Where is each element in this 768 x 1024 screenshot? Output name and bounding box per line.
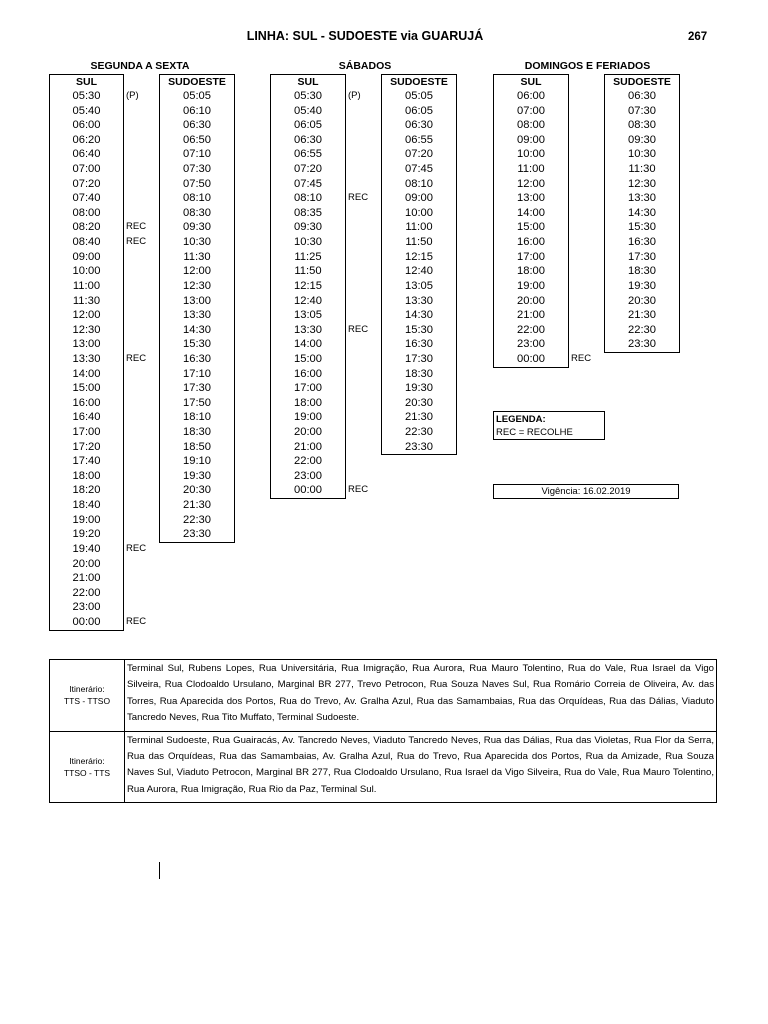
sunday-sudoeste-header: SUDOESTE: [604, 74, 680, 89]
time-cell: 20:30: [183, 484, 211, 497]
legend-rec: REC = RECOLHE: [496, 427, 573, 438]
weekday-sul-header: SUL: [49, 74, 124, 89]
time-cell: 20:30: [405, 396, 433, 409]
time-cell: 10:30: [183, 236, 211, 249]
trip-marker: [571, 177, 591, 192]
time-cell: 09:00: [517, 133, 545, 146]
trip-marker: [126, 571, 146, 586]
weekday-heading: SEGUNDA A SEXTA: [90, 60, 190, 72]
time-cell: 11:50: [405, 236, 433, 249]
time-cell: 19:40: [72, 542, 101, 555]
trip-marker: [571, 323, 591, 338]
time-cell: 14:30: [183, 323, 211, 336]
time-cell: 16:30: [183, 352, 211, 365]
time-cell: 20:00: [72, 557, 101, 570]
time-cell: 16:30: [628, 236, 656, 249]
time-cell: 13:30: [183, 309, 211, 322]
trip-marker: [126, 425, 146, 440]
trip-marker: [571, 279, 591, 294]
time-cell: 11:30: [72, 294, 101, 307]
trip-marker: [571, 220, 591, 235]
time-cell: 23:00: [72, 601, 101, 614]
time-cell: 06:10: [183, 104, 211, 117]
trip-marker: [126, 498, 146, 513]
trip-marker: [348, 367, 368, 382]
page-title: LINHA: SUL - SUDOESTE via GUARUJÁ: [246, 29, 484, 43]
time-cell: 15:00: [72, 382, 101, 395]
time-cell: 18:00: [72, 469, 101, 482]
time-cell: 06:30: [183, 119, 211, 132]
time-cell: 05:30: [294, 90, 322, 102]
itinerary-route: TTS - TTSO: [63, 696, 111, 707]
time-cell: 08:10: [294, 192, 322, 205]
trip-marker: [126, 557, 146, 572]
trip-marker: [126, 440, 146, 455]
time-cell: 17:50: [183, 396, 211, 409]
trip-marker: [348, 220, 368, 235]
time-cell: 22:30: [405, 426, 433, 439]
time-cell: 11:00: [517, 163, 545, 176]
legend-box: [493, 411, 605, 440]
time-cell: 17:30: [628, 250, 656, 263]
trip-marker: [571, 235, 591, 250]
time-cell: 18:30: [183, 426, 211, 439]
time-cell: 15:00: [294, 352, 322, 365]
trip-marker: [126, 323, 146, 338]
time-cell: 17:00: [294, 382, 322, 395]
itinerary-label-cell: [50, 660, 125, 731]
itinerary-label: Itinerário:: [69, 755, 105, 766]
time-cell: 09:00: [405, 192, 433, 205]
itinerary-text: Terminal Sul, Rubens Lopes, Rua Universitária, Rua Imigração, Rua Aurora, Rua Mauro Tolentino, Rua do Vale, Rua Israel da Vigo Silveira, Rua Clodoaldo Ursulano, Marginal BR 277, Trevo Petrocon, Rua Souza Naves Sul, Rua Romário Correia de Oliveira, Av. das Torres, Rua Aparecida dos Portos, Rua do Trevo, Av. Gralha Azul, Rua das Samambaias, Rua das Orquídeas, Rua das Dálias, Viaduto Tancredo Neves, Rua Tito Muffato, Terminal Sudoeste.: [127, 663, 714, 724]
time-cell: 14:00: [517, 206, 545, 219]
sunday-sul-column: [493, 89, 569, 368]
time-cell: 11:00: [405, 221, 433, 234]
trip-marker: [348, 133, 368, 148]
trip-marker: [348, 396, 368, 411]
time-cell: 17:40: [72, 455, 101, 468]
time-cell: 06:30: [628, 90, 656, 102]
time-cell: 13:30: [294, 323, 322, 336]
time-cell: 23:30: [183, 528, 211, 541]
saturday-markers: [348, 89, 368, 498]
time-cell: 08:10: [183, 192, 211, 205]
trip-marker: [348, 337, 368, 352]
trip-marker: [126, 337, 146, 352]
time-cell: 12:00: [72, 309, 101, 322]
time-cell: 07:30: [628, 104, 656, 117]
trip-marker: [571, 104, 591, 119]
time-cell: 06:30: [294, 133, 322, 146]
time-cell: 18:10: [183, 411, 211, 424]
time-cell: 11:50: [294, 265, 322, 278]
trip-marker: [348, 454, 368, 469]
time-cell: 16:00: [72, 396, 101, 409]
trip-marker: REC: [348, 192, 369, 204]
time-cell: 07:00: [517, 104, 545, 117]
time-cell: 06:00: [72, 119, 101, 132]
time-cell: 21:00: [294, 440, 322, 453]
time-cell: 13:00: [183, 294, 211, 307]
time-cell: 23:30: [628, 338, 656, 351]
trip-marker: [348, 235, 368, 250]
trip-marker: [126, 527, 146, 542]
trip-marker: [126, 513, 146, 528]
trip-marker: [126, 294, 146, 309]
time-cell: 16:00: [517, 236, 545, 249]
time-cell: 09:30: [294, 221, 322, 234]
time-cell: 16:30: [405, 338, 433, 351]
time-cell: 10:00: [72, 265, 101, 278]
time-cell: 15:00: [517, 221, 545, 234]
time-cell: 19:30: [628, 279, 656, 292]
trip-marker: [126, 133, 146, 148]
time-cell: 13:05: [294, 309, 322, 322]
itinerary-route: TTSO - TTS: [63, 767, 111, 778]
trip-marker: [571, 89, 591, 104]
trip-marker: [571, 250, 591, 265]
itinerary-row: [50, 731, 716, 803]
time-cell: 05:40: [72, 104, 101, 117]
trip-marker: [348, 177, 368, 192]
time-cell: 17:10: [183, 367, 211, 380]
trip-marker: [126, 586, 146, 601]
time-cell: 13:05: [405, 279, 433, 292]
time-cell: 07:40: [72, 192, 101, 205]
time-cell: 21:00: [517, 309, 545, 322]
time-cell: 06:40: [72, 148, 101, 161]
time-cell: 09:00: [72, 250, 101, 263]
time-cell: 14:00: [294, 338, 322, 351]
time-cell: 08:10: [405, 177, 433, 190]
time-cell: 20:00: [294, 426, 322, 439]
time-cell: 15:30: [183, 338, 211, 351]
weekday-sudoeste-column: [159, 89, 235, 543]
sunday-heading: DOMINGOS E FERIADOS: [524, 60, 651, 72]
time-cell: 08:35: [294, 206, 322, 219]
trip-marker: [348, 104, 368, 119]
trip-marker: [348, 469, 368, 484]
trip-marker: [126, 454, 146, 469]
trip-marker: [348, 294, 368, 309]
time-cell: 06:05: [405, 104, 433, 117]
trip-marker: [571, 206, 591, 221]
itinerary-label-cell: [50, 732, 125, 803]
time-cell: 12:40: [294, 294, 322, 307]
itinerary-table: [49, 659, 717, 803]
time-cell: 07:20: [72, 177, 101, 190]
trip-marker: [126, 250, 146, 265]
trip-marker: [126, 396, 146, 411]
trip-marker: (P): [126, 90, 139, 101]
time-cell: 13:30: [72, 352, 101, 365]
trip-marker: [126, 104, 146, 119]
time-cell: 18:00: [294, 396, 322, 409]
time-cell: 09:30: [183, 221, 211, 234]
time-cell: 19:20: [72, 528, 101, 541]
trip-marker: [348, 162, 368, 177]
trip-marker: [348, 308, 368, 323]
itinerary-text: Terminal Sudoeste, Rua Guairacás, Av. Tancredo Neves, Viaduto Tancredo Neves, Rua das Dálias, Rua das Violetas, Rua Flor da Serra, Rua das Orquídeas, Rua das Samambaias, Av. Gralha Azul, Rua do Trevo, Rua Aparecida dos Portos, Rua da Amizade, Rua Souza Naves Sul, Viaduto Petrocon, Marginal BR 277, Rua Clodoaldo Ursulano, Rua Israel da Vigo Silveira, Rua do Vale, Rua Mauro Tolentino, Rua Aurora, Rua Imigração, Rua Rio da Paz, Terminal Sul.: [127, 734, 714, 795]
time-cell: 06:20: [72, 133, 101, 146]
time-cell: 21:30: [405, 411, 433, 424]
itinerary-row: [50, 660, 716, 731]
time-cell: 12:40: [405, 265, 433, 278]
trip-marker: [348, 250, 368, 265]
time-cell: 11:30: [183, 250, 211, 263]
trip-marker: [348, 118, 368, 133]
time-cell: 12:15: [294, 279, 322, 292]
time-cell: 22:00: [517, 323, 545, 336]
trip-marker: REC: [126, 542, 147, 554]
trip-marker: [348, 352, 368, 367]
saturday-sudoeste-header: SUDOESTE: [381, 74, 457, 89]
time-cell: 05:05: [183, 90, 211, 102]
trip-marker: REC: [126, 352, 147, 364]
page-number: 267: [688, 31, 708, 43]
trip-marker: [571, 337, 591, 352]
trip-marker: [126, 191, 146, 206]
trip-marker: [571, 147, 591, 162]
time-cell: 05:30: [72, 90, 101, 102]
saturday-sul-column: [270, 89, 346, 499]
time-cell: 08:20: [72, 221, 101, 234]
trip-marker: [126, 162, 146, 177]
time-cell: 12:15: [405, 250, 433, 263]
time-cell: 13:00: [517, 192, 545, 205]
saturday-sul-header: SUL: [270, 74, 346, 89]
time-cell: 00:00: [72, 615, 101, 628]
legend-title: LEGENDA:: [496, 414, 546, 425]
trip-marker: REC: [348, 323, 369, 335]
time-cell: 16:40: [72, 411, 101, 424]
time-cell: 22:30: [183, 513, 211, 526]
trip-marker: REC: [571, 352, 592, 364]
sunday-markers: [571, 89, 591, 367]
time-cell: 14:30: [405, 309, 433, 322]
time-cell: 11:25: [294, 250, 322, 263]
trip-marker: [126, 177, 146, 192]
trip-marker: [348, 381, 368, 396]
trip-marker: [126, 147, 146, 162]
time-cell: 05:05: [405, 90, 433, 102]
time-cell: 13:30: [628, 192, 656, 205]
time-cell: 07:50: [183, 177, 211, 190]
trip-marker: [571, 191, 591, 206]
time-cell: 17:00: [517, 250, 545, 263]
trip-marker: REC: [126, 615, 147, 627]
trip-marker: [571, 133, 591, 148]
time-cell: 16:00: [294, 367, 322, 380]
trip-marker: [126, 118, 146, 133]
time-cell: 06:50: [183, 133, 211, 146]
trip-marker: REC: [126, 221, 147, 233]
time-cell: 15:30: [405, 323, 433, 336]
time-cell: 18:00: [517, 265, 545, 278]
time-cell: 13:30: [405, 294, 433, 307]
time-cell: 18:30: [628, 265, 656, 278]
trip-marker: [348, 147, 368, 162]
time-cell: 19:30: [183, 469, 211, 482]
itinerary-label: Itinerário:: [69, 684, 105, 695]
time-cell: 12:00: [183, 265, 211, 278]
time-cell: 12:30: [183, 279, 211, 292]
trip-marker: [348, 425, 368, 440]
time-cell: 23:00: [517, 338, 545, 351]
time-cell: 22:00: [294, 455, 322, 468]
time-cell: 19:00: [72, 513, 101, 526]
time-cell: 17:30: [405, 352, 433, 365]
time-cell: 11:30: [628, 163, 656, 176]
trip-marker: [126, 279, 146, 294]
time-cell: 08:00: [72, 206, 101, 219]
weekday-sul-column: [49, 89, 124, 631]
time-cell: 06:55: [294, 148, 322, 161]
time-cell: 07:10: [183, 148, 211, 161]
time-cell: 06:55: [405, 133, 433, 146]
trip-marker: REC: [348, 484, 369, 496]
sunday-sudoeste-column: [604, 89, 680, 353]
time-cell: 23:00: [294, 469, 322, 482]
time-cell: 10:30: [628, 148, 656, 161]
time-cell: 07:30: [183, 163, 211, 176]
text-cursor: [159, 862, 160, 879]
time-cell: 15:30: [628, 221, 656, 234]
time-cell: 19:10: [183, 455, 211, 468]
time-cell: 17:30: [183, 382, 211, 395]
time-cell: 06:05: [294, 119, 322, 132]
trip-marker: [571, 162, 591, 177]
time-cell: 10:30: [294, 236, 322, 249]
time-cell: 14:30: [628, 206, 656, 219]
time-cell: 18:30: [405, 367, 433, 380]
time-cell: 20:30: [628, 294, 656, 307]
time-cell: 10:00: [517, 148, 545, 161]
time-cell: 10:00: [405, 206, 433, 219]
vigencia-box: Vigência: 16.02.2019: [493, 484, 679, 499]
time-cell: 22:30: [628, 323, 656, 336]
time-cell: 14:00: [72, 367, 101, 380]
time-cell: 17:00: [72, 426, 101, 439]
time-cell: 21:30: [628, 309, 656, 322]
trip-marker: REC: [126, 236, 147, 248]
time-cell: 06:30: [405, 119, 433, 132]
trip-marker: [126, 381, 146, 396]
trip-marker: [571, 294, 591, 309]
time-cell: 09:30: [628, 133, 656, 146]
time-cell: 21:30: [183, 499, 211, 512]
time-cell: 06:00: [517, 90, 545, 102]
time-cell: 08:00: [517, 119, 545, 132]
time-cell: 05:40: [294, 104, 322, 117]
time-cell: 07:45: [294, 177, 322, 190]
trip-marker: [126, 264, 146, 279]
time-cell: 19:00: [517, 279, 545, 292]
time-cell: 00:00: [294, 484, 322, 497]
time-cell: 08:30: [183, 206, 211, 219]
trip-marker: [348, 440, 368, 455]
saturday-sudoeste-column: [381, 89, 457, 455]
weekday-markers: [126, 89, 146, 630]
trip-marker: [126, 206, 146, 221]
trip-marker: [126, 367, 146, 382]
trip-marker: [571, 264, 591, 279]
trip-marker: [571, 118, 591, 133]
time-cell: 07:20: [405, 148, 433, 161]
trip-marker: [571, 308, 591, 323]
trip-marker: [126, 410, 146, 425]
time-cell: 18:40: [72, 499, 101, 512]
trip-marker: [348, 264, 368, 279]
saturday-heading: SÁBADOS: [338, 60, 392, 72]
weekday-sudoeste-header: SUDOESTE: [159, 74, 235, 89]
trip-marker: [126, 600, 146, 615]
time-cell: 17:20: [72, 440, 101, 453]
trip-marker: [126, 308, 146, 323]
trip-marker: [348, 279, 368, 294]
trip-marker: [126, 469, 146, 484]
time-cell: 11:00: [72, 279, 101, 292]
time-cell: 12:30: [72, 323, 101, 336]
time-cell: 07:20: [294, 163, 322, 176]
time-cell: 00:00: [517, 352, 545, 365]
time-cell: 08:40: [72, 236, 101, 249]
time-cell: 22:00: [72, 586, 101, 599]
time-cell: 08:30: [628, 119, 656, 132]
time-cell: 18:50: [183, 440, 211, 453]
trip-marker: (P): [348, 90, 361, 101]
time-cell: 07:45: [405, 163, 433, 176]
trip-marker: [348, 206, 368, 221]
time-cell: 23:30: [405, 440, 433, 453]
trip-marker: [348, 410, 368, 425]
trip-marker: [126, 483, 146, 498]
time-cell: 21:00: [72, 572, 101, 585]
time-cell: 12:30: [628, 177, 656, 190]
time-cell: 19:00: [294, 411, 322, 424]
time-cell: 20:00: [517, 294, 545, 307]
sunday-sul-header: SUL: [493, 74, 569, 89]
time-cell: 07:00: [72, 163, 101, 176]
time-cell: 12:00: [517, 177, 545, 190]
time-cell: 18:20: [72, 484, 101, 497]
time-cell: 13:00: [72, 338, 101, 351]
time-cell: 19:30: [405, 382, 433, 395]
